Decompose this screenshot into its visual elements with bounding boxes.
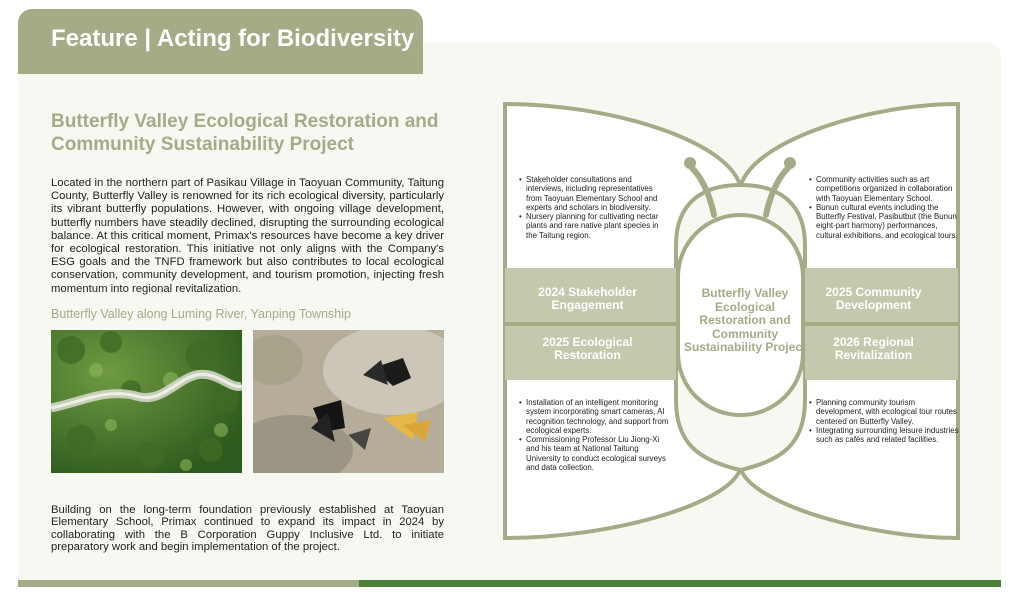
photo-caption: Butterfly Valley along Luming River, Yanping Township [51, 307, 351, 321]
regional-revitalization-list [800, 398, 960, 444]
intro-paragraph: Located in the northern part of Pasikau Village in Taoyuan Community, Taitung County, Butterfly Valley is renowned for its rich ecological diversity, particularly its vibrant butterfly populations. However, with ongoing village development, butterfly numbers have steadily declined, disrupting the surrounding ecological balance. At this critical moment, Primax's resources have become a key driver for ecological restoration. This initiative not only aligns with the Company's ESG goals and the TNFD framework but also contributes to local ecological conservation, community development, and tourism promotion, injecting fresh momentum into regional revitalization. [51, 177, 444, 295]
list-item: • Planning community tourism development, with ecological tour routes centered on Butterfly Valley. [810, 398, 960, 426]
label-community-development: 2025 Community Development [825, 285, 922, 312]
article-title: Butterfly Valley Ecological Restoration and Community Sustainability Project [51, 111, 439, 155]
community-development-list [800, 175, 960, 240]
list-item: • Community activities such as art competitions organized in collaboration with Taoyuan Elementary School. [810, 175, 960, 203]
label-ecological-restoration: 2025 Ecological Restoration [542, 335, 633, 362]
label-regional-revitalization: 2026 Regional Revitalization [833, 335, 914, 362]
list-item: • Nursery planning for cultivating nectar plants and rare native plant species in the Taitung region. [520, 212, 670, 240]
stakeholder-engagement-list [510, 175, 670, 240]
butterfly-center-title: Butterfly Valley Ecological Restoration and Community Sustainability Project [683, 286, 807, 354]
label-stakeholder-engagement: 2024 Stakeholder Engagement [538, 285, 637, 312]
list-item: • Commissioning Professor Liu Jiong-Xi and his team at National Taitung University to conduct ecological surveys and data collection. [520, 435, 670, 472]
list-item: • Integrating surrounding leisure industries such as cafés and related facilities. [810, 426, 960, 445]
list-item: • Stakeholder consultations and interviews, including representatives from Taoyuan Elementary School and experts and scholars in biodiversity. [520, 175, 670, 212]
list-item: • Bunun cultural events including the Butterfly Festival, Pasibutbut (the Bunun eight-part harmony) performances, cultural exhibitions, and ecological tours. [810, 203, 960, 240]
list-item: • Installation of an intelligent monitoring system incorporating smart cameras, AI recognition technology, and support from ecological experts. [520, 398, 670, 435]
page-title: Feature | Acting for Biodiversity [51, 25, 415, 52]
antenna-right-tip [784, 157, 796, 169]
antenna-left-tip [684, 157, 696, 169]
closing-paragraph: Building on the long-term foundation previously established at Taoyuan Elementary School, Primax continued to expand its impact in 2024 by collaborating with the B Corporation Guppy Inclusive Ltd. to initiate preparatory work and begin implementation of the project. [51, 504, 444, 554]
ecological-restoration-list [510, 398, 670, 472]
